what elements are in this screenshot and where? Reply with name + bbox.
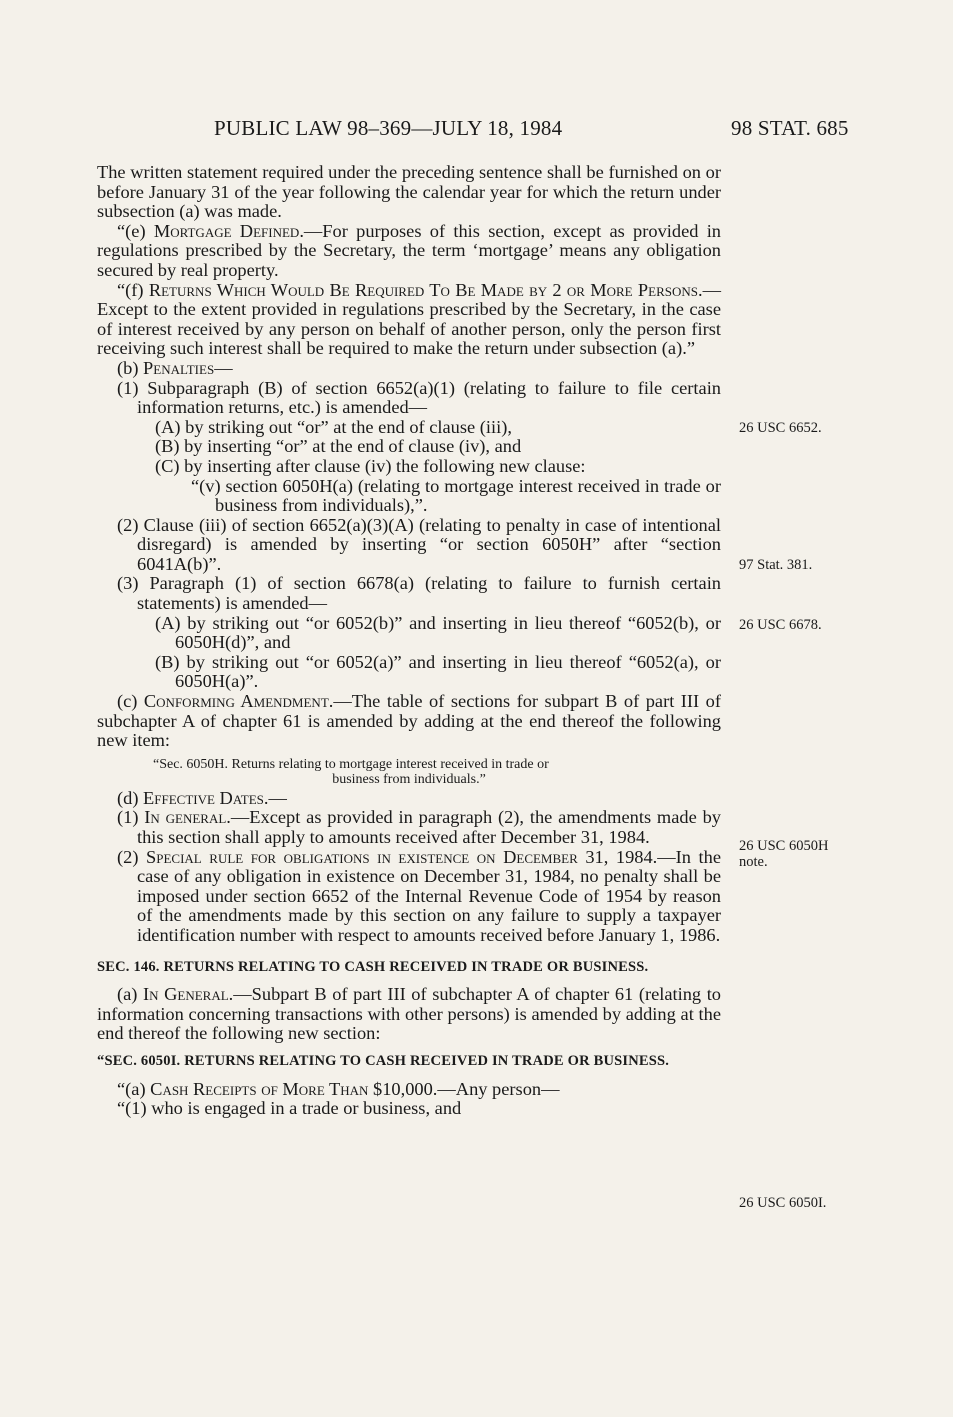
clause-b3a: (A) by striking out “or 6052(b)” and inserting in lieu thereof “6052(b), or 6050H(d)”, and [155, 612, 721, 653]
heading-conforming-amendment: Conforming Amendment [143, 691, 329, 712]
subsection-e: “(e) Mortgage Defined.—For purposes of this section, except as provided in regulations prescribed by the Secretary, the term ‘mortgage’ means any obligation secured by real property. [97, 220, 722, 280]
subsection-c: (c) Conforming Amendment.—The table of sections for subpart B of part III of subchapter A of chapter 61 is amended by adding at the end thereof the following new item: [97, 691, 721, 751]
clause-b1c: (C) by inserting after clause (iv) the following new clause: [155, 455, 586, 476]
margin-note-6050h: 26 USC 6050H note. [739, 838, 829, 870]
heading-effective-dates: Effective Dates [143, 787, 264, 808]
subsection-f: “(f) Returns Which Would Be Required To Be Made by 2 or More Persons.—Except to the extent provided in regulations prescribed by the Secretary, in the case of interest received by any person on behalf of another person, only the person first receiving such interest shall be required to make the return under subsection (a).” [97, 279, 721, 359]
paragraph-b3: (3) Paragraph (1) of section 6678(a) (relating to failure to furnish certain statements) is amended— [117, 573, 721, 614]
section-6050i-a: “(a) Cash Receipts of More Than $10,000.—Any person— [117, 1078, 560, 1099]
heading-mortgage-defined: Mortgage Defined [153, 220, 300, 241]
paragraph-statement: The written statement required under the preceding sentence shall be furnished on or before January 31 of the year following the calendar year for which the return under subsection (a) was made. [97, 162, 721, 222]
heading-special-rule: Special rule for obligations in existence on December 31, 1984 [146, 846, 653, 867]
paragraph-b2: (2) Clause (iii) of section 6652(a)(3)(A) (relating to penalty in case of intentional disregard) is amended by inserting “or section 6050H” after “section 6041A(b)”. [117, 514, 721, 574]
page-header-stat: 98 STAT. 685 [731, 116, 849, 140]
heading-penalties: Penalties [143, 357, 215, 378]
heading-in-general-146: In General [143, 984, 229, 1005]
section-6050i-heading: “SEC. 6050I. RETURNS RELATING TO CASH RECEIVED IN TRADE OR BUSINESS. [97, 1052, 670, 1069]
heading-returns-two-persons: Returns Which Would Be Required To Be Made by 2 or More Persons [148, 279, 698, 300]
clause-b1a: (A) by striking out “or” at the end of clause (iii), [155, 416, 512, 437]
statute-text [97, 163, 721, 1119]
heading-in-general: In general [144, 807, 227, 828]
paragraph-d1: (1) In general.—Except as provided in paragraph (2), the amendments made by this section shall apply to amounts received after December 31, 1984. [117, 807, 721, 847]
heading-cash-receipts: Cash Receipts of More Than $10,000 [150, 1078, 433, 1099]
margin-note-6050i: 26 USC 6050I. [739, 1195, 827, 1211]
section-146-heading: SEC. 146. RETURNS RELATING TO CASH RECEIVED IN TRADE OR BUSINESS. [97, 958, 649, 975]
paragraph-6050i-a1: “(1) who is engaged in a trade or business, and [117, 1098, 462, 1119]
margin-note-6652: 26 USC 6652. [739, 420, 822, 436]
paragraph-b1: (1) Subparagraph (B) of section 6652(a)(1) (relating to failure to file certain information returns, etc.) is amended— [117, 377, 721, 418]
section-146-a: (a) In General.—Subpart B of part III of subchapter A of chapter 61 (relating to information concerning transactions with other persons) is amended by adding at the end thereof the following new section: [97, 984, 721, 1044]
margin-note-6678: 26 USC 6678. [739, 617, 822, 633]
table-of-sections-item: “Sec. 6050H. Returns relating to mortgage interest received in trade or business from individuals.” [153, 756, 549, 787]
subsection-d: (d) Effective Dates.— [117, 787, 287, 808]
clause-b1b: (B) by inserting “or” at the end of clause (iv), and [155, 436, 522, 457]
subsection-b-penalties: (b) Penalties— [117, 357, 233, 378]
paragraph-d2: (2) Special rule for obligations in existence on December 31, 1984.—In the case of any obligation in existence on December 31, 1984, no penalty shall be imposed under section 6652 of the Internal Revenue Code of 1954 by reason of the amendments made by this section on any failure to supply a taxpayer identification number with respect to amounts received before January 1, 1986. [117, 846, 722, 945]
page-header-title: PUBLIC LAW 98–369—JULY 18, 1984 [214, 116, 563, 140]
clause-b3b: (B) by striking out “or 6052(a)” and inserting in lieu thereof “6052(a), or 6050H(a)”. [155, 651, 721, 692]
margin-note-97-stat: 97 Stat. 381. [739, 557, 813, 573]
clause-v: “(v) section 6050H(a) (relating to mortgage interest received in trade or business from individuals),”. [191, 475, 721, 516]
